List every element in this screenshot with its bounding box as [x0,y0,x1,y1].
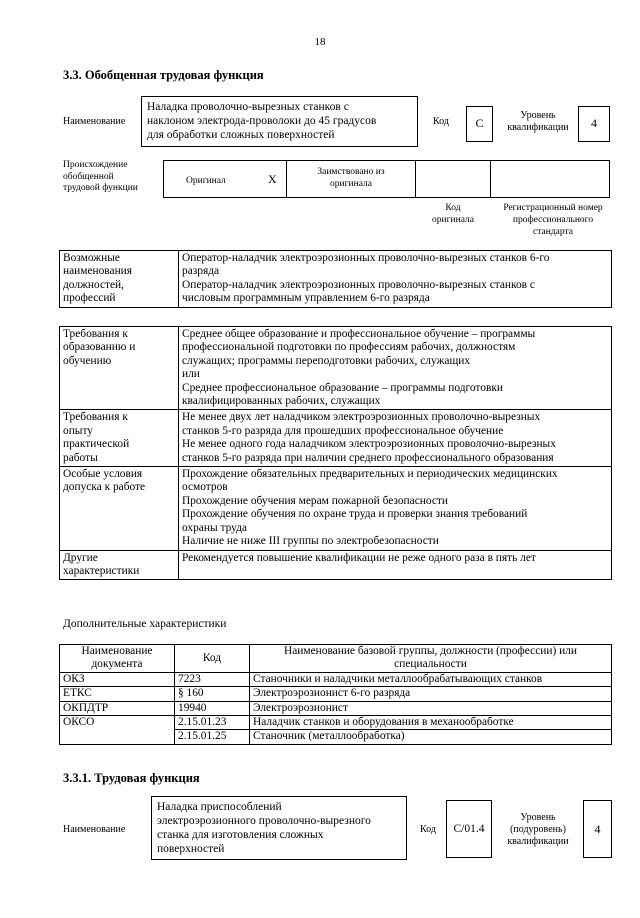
origin-code-caption: Код оригинала [432,203,474,225]
sub-code-value: C/01.4 [453,823,485,835]
row-name: Наладчик станков и оборудования в механообработке [250,716,612,730]
origin-reg-caption: Регистрационный номер профессионального стандарта [503,203,603,237]
sub-level-value: 4 [594,822,601,836]
row-code: 2.15.01.23 [175,716,250,730]
code-box [466,106,493,142]
experience-value: Не менее двух лет наладчиком электроэрозионных проволочно-вырезных станков 5-го разряда для прошедших профессиональное обучение Не менее одного года наладчиком электроэрозионных проволочно-вырезных станков 5-го разряда при наличии среднего профессионального образования [179,410,612,467]
level-box [578,106,610,142]
header-document: Наименование документа [60,645,175,673]
row-name: Электроэрозионист [250,701,612,715]
row-code: 19940 [175,701,250,715]
additional-table [59,644,612,745]
subsection-title: 3.3.1. Трудовая функция [63,771,200,785]
professions-value: Оператор-наладчик электроэрозионных проволочно-вырезных станков 6-го разряда Оператор-наладчик электроэрозионных проволочно-вырезных станков с числовым программным управлением 6-го разряда [179,251,612,308]
other-label: Другие характеристики [60,550,179,580]
function-name: Наладка проволочно-вырезных станков с наклоном электрода-проволоки до 45 градусов для обработки сложных поверхностей [147,101,377,141]
sub-name-label: Наименование [63,824,126,835]
table-row [60,251,612,308]
row-code: § 160 [175,687,250,701]
page-number: 18 [314,36,326,48]
original-mark: X [268,172,277,186]
additional-title: Дополнительные характеристики [63,618,227,630]
origin-label: Происхождение обобщенной трудовой функции [63,160,138,193]
origin-borrowed-box [286,160,416,198]
row-code: 7223 [175,672,250,686]
borrowed-label: Заимствовано из оригинала [317,167,385,189]
row-name: Электроэрозионист 6-го разряда [250,687,612,701]
sub-function-name: Наладка приспособлений электроэрозионного проволочно-вырезного станка для изготовления сложных поверхностей [157,801,371,855]
level-value: 4 [591,116,597,130]
row-doc: ОКСО [60,716,175,745]
table-row [60,410,612,467]
sub-level-box [583,800,612,858]
sub-level-label: Уровень (подуровень) квалификации [507,812,569,847]
professions-label: Возможные наименования должностей, профессий [60,251,179,308]
row-doc: ЕТКС [60,687,175,701]
professions-table [59,250,612,308]
table-row [60,672,612,686]
function-name-box [141,96,418,147]
sub-code-label: Код [420,824,436,835]
table-row [60,701,612,715]
origin-reg-box [490,160,610,198]
row-doc: ОКЗ [60,672,175,686]
other-value: Рекомендуется повышение квалификации не реже одного раза в пять лет [179,550,612,580]
name-label: Наименование [63,116,126,127]
origin-original-box [163,160,287,198]
requirements-table [59,326,612,580]
table-header-row [60,645,612,673]
experience-label: Требования к опыту практической работы [60,410,179,467]
code-label: Код [433,116,449,127]
special-conditions-label: Особые условия допуска к работе [60,467,179,550]
education-label: Требования к образованию и обучению [60,327,179,410]
row-doc: ОКПДТР [60,701,175,715]
education-value: Среднее общее образование и профессиональное обучение – программы профессиональной подготовки по профессиям рабочих, должностям служащих; программы переподготовки рабочих, служащих или Среднее профессиональное образование – программы подготовки квалифицированных рабочих, служащих [179,327,612,410]
row-name: Станочники и наладчики металлообрабатывающих станков [250,672,612,686]
header-code: Код [175,645,250,673]
header-name: Наименование базовой группы, должности (профессии) или специальности [250,645,612,673]
origin-code-box [415,160,491,198]
table-row [60,687,612,701]
table-row [60,716,612,730]
level-label: Уровень квалификации [507,110,569,133]
sub-function-name-box [151,796,407,860]
special-conditions-value: Прохождение обязательных предварительных и периодических медицинских осмотров Прохождение обучения мерам пожарной безопасности Прохождение обучения по охране труда и проверки знания требований охраны труда Наличие не ниже III группы по электробезопасности [179,467,612,550]
table-row [60,550,612,580]
row-name: Станочник (металлообработка) [250,730,612,744]
section-title: 3.3. Обобщенная трудовая функция [63,68,264,82]
table-row [60,467,612,550]
sub-code-box [446,800,492,858]
row-code: 2.15.01.25 [175,730,250,744]
code-value: C [475,116,484,130]
original-label: Оригинал [186,176,226,186]
table-row [60,327,612,410]
